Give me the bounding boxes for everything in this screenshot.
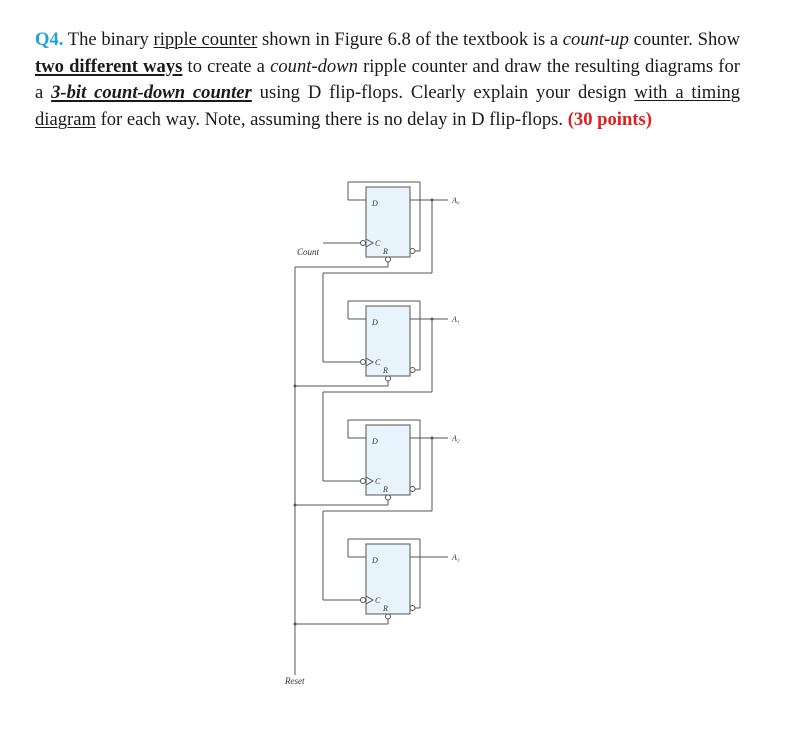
flip-flop-box (366, 425, 410, 495)
output-label: A₀ (452, 196, 460, 205)
question-text-part: to create a (182, 55, 271, 77)
junction-dot (431, 199, 434, 202)
d-input-label: D (372, 199, 378, 208)
question-text-part: The binary (63, 29, 154, 50)
reset-input-label: Reset (285, 676, 305, 686)
flip-flop-0 (361, 187, 460, 262)
question-text-part: counter. Show (628, 29, 740, 50)
reset-bubble (386, 257, 391, 262)
count-input-label: Count (297, 247, 320, 257)
reset-bubble (386, 495, 391, 500)
count-up-term: count-up (562, 29, 629, 50)
reset-junction-dot (294, 504, 297, 507)
count-down-term: count-down (270, 55, 358, 77)
junction-dot (431, 437, 434, 440)
output-label: A₁ (452, 315, 460, 324)
q-bar-bubble (410, 249, 415, 254)
question-text-part: for each way. Note, assuming there is no delay in D flip-flops. (95, 108, 568, 130)
question-text-part: shown in Figure 6.8 of the textbook is a (257, 29, 563, 50)
points-label: (30 points) (567, 108, 652, 130)
clock-bubble (361, 241, 366, 246)
d-input-label: D (372, 437, 378, 446)
clock-label: C (375, 239, 381, 248)
d-input-label: D (372, 318, 378, 327)
two-ways-emphasis: two different ways (35, 55, 183, 77)
reset-junction-dot (294, 385, 297, 388)
question-text-part: using D flip-flops. Clearly explain your design (251, 82, 635, 103)
d-input-label: D (372, 556, 378, 565)
reset-pin-label: R (383, 485, 388, 494)
q-bar-bubble (410, 487, 415, 492)
junction-dot (431, 318, 434, 321)
clock-bubble (361, 360, 366, 365)
flip-flop-box (366, 187, 410, 257)
reset-pin-label: R (383, 366, 388, 375)
question-text-part: ripple counter and draw the resulting diagrams for a (35, 55, 740, 103)
reset-pin-label: R (383, 247, 388, 256)
reset-bubble (386, 614, 391, 619)
output-label: A₂ (452, 434, 460, 443)
reset-bubble (386, 376, 391, 381)
clock-bubble (361, 479, 366, 484)
reset-junction-dot (294, 623, 297, 626)
ripple-counter-link[interactable]: ripple counter (153, 29, 258, 50)
flip-flop-box (366, 544, 410, 614)
output-label: A₃ (452, 553, 460, 562)
clock-bubble (361, 598, 366, 603)
three-bit-emphasis: 3-bit count-down counter (51, 82, 252, 103)
clock-label: C (375, 358, 381, 367)
q-bar-bubble (410, 368, 415, 373)
q-bar-bubble (410, 606, 415, 611)
timing-diagram-link[interactable]: with a timing diagram (35, 82, 740, 130)
clock-label: C (375, 477, 381, 486)
reset-pin-label: R (383, 604, 388, 613)
flip-flop-box (366, 306, 410, 376)
clock-label: C (375, 596, 381, 605)
question-number: Q4. (35, 29, 64, 50)
